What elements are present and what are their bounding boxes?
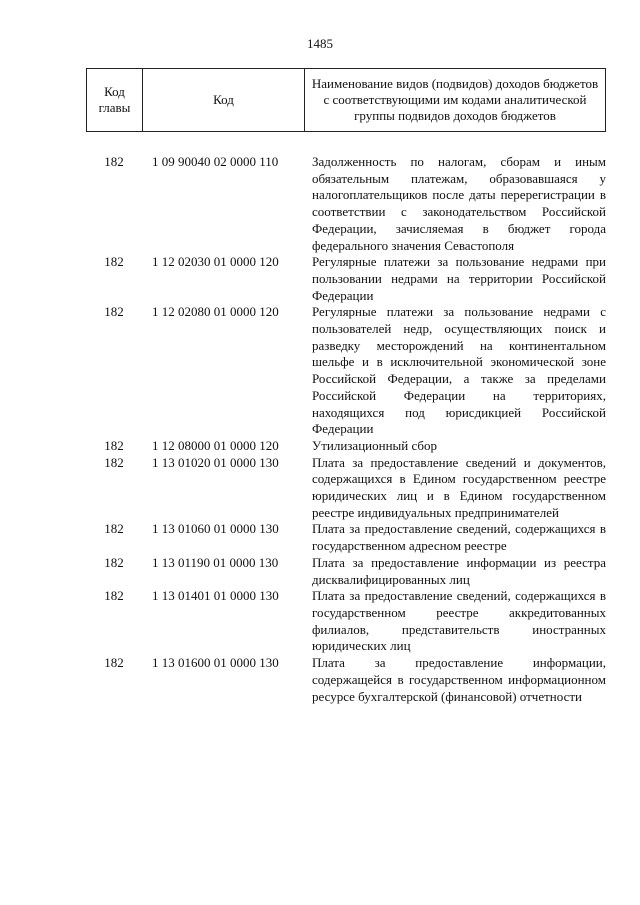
table-row: [86, 588, 606, 655]
chapter-code: 182: [104, 437, 124, 453]
table-row: [86, 655, 606, 705]
header-income-name: Наименование видов (подвидов) доходов бюджетов с соответствующими им кодами аналитической группы подвидов доходов бюджетов: [311, 76, 599, 123]
table-header: [86, 68, 606, 132]
chapter-code: 182: [104, 154, 124, 169]
budget-code: 1 09 90040 02 0000 110: [152, 154, 279, 169]
budget-code: 1 12 02080 01 0000 120: [152, 304, 279, 320]
income-name: Плата за предоставление информации из реестра дисквалифицированных лиц: [312, 554, 606, 587]
chapter-code: 182: [104, 554, 124, 570]
income-name: Плата за предоставление сведений, содержащихся в государственном реестре аккредитованных филиалов, представительств иностранных юридических лиц: [312, 588, 606, 654]
table-row: [86, 304, 606, 438]
table-row: [86, 254, 606, 304]
budget-code: 1 13 01020 01 0000 130: [152, 454, 279, 470]
chapter-code: 182: [104, 254, 124, 270]
income-name: Задолженность по налогам, сборам и иным обязательным платежам, образовавшаяся у налогоплательщиков после даты перерегистрации в соответствии с законодательством Российской Федерации, зачисляемая в бюджет города федерального значения Севастополя: [312, 154, 606, 253]
chapter-code: 182: [104, 521, 124, 537]
table-row: [86, 455, 606, 522]
table-body: [86, 154, 606, 705]
chapter-code: 182: [104, 304, 124, 320]
chapter-code: 182: [104, 655, 124, 671]
income-name: Плата за предоставление информации, содержащейся в государственном информационном ресурсе бухгалтерской (финансовой) отчетности: [312, 655, 606, 704]
budget-code: 1 13 01060 01 0000 130: [152, 521, 279, 537]
income-name: Утилизационный сбор: [312, 437, 438, 453]
budget-code: 1 13 01190 01 0000 130: [152, 554, 279, 570]
chapter-code: 182: [104, 588, 124, 604]
income-name: Плата за предоставление сведений, содержащихся в государственном адресном реестре: [312, 521, 606, 554]
budget-code: 1 13 01600 01 0000 130: [152, 655, 279, 671]
budget-code: 1 12 08000 01 0000 120: [152, 437, 279, 453]
table-row: [86, 555, 606, 588]
budget-code: 1 13 01401 01 0000 130: [152, 588, 279, 604]
table-row: [86, 521, 606, 554]
header-code: Код: [143, 69, 305, 131]
budget-code: 1 12 02030 01 0000 120: [152, 254, 279, 270]
income-name: Регулярные платежи за пользование недрами с пользователей недр, осуществляющих поиск и разведку месторождений на континентальном шельфе и в исключительной экономической зоне Российской Федерации, а также за пределами Российской Федерации на территориях, находящихся под юрисдикцией Российской Федерации: [312, 304, 606, 437]
table-row: [86, 438, 606, 455]
income-name: Плата за предоставление сведений и документов, содержащихся в Едином государственном реестре юридических лиц и в Едином государственном реестре индивидуальных предпринимателей: [312, 454, 606, 520]
table-row: [86, 154, 606, 254]
header-chapter-code: Код главы: [87, 69, 143, 131]
chapter-code: 182: [104, 454, 124, 470]
income-name: Регулярные платежи за пользование недрами при пользовании недрами на территории Российской Федерации: [312, 254, 606, 303]
page-number: 1485: [307, 36, 333, 51]
